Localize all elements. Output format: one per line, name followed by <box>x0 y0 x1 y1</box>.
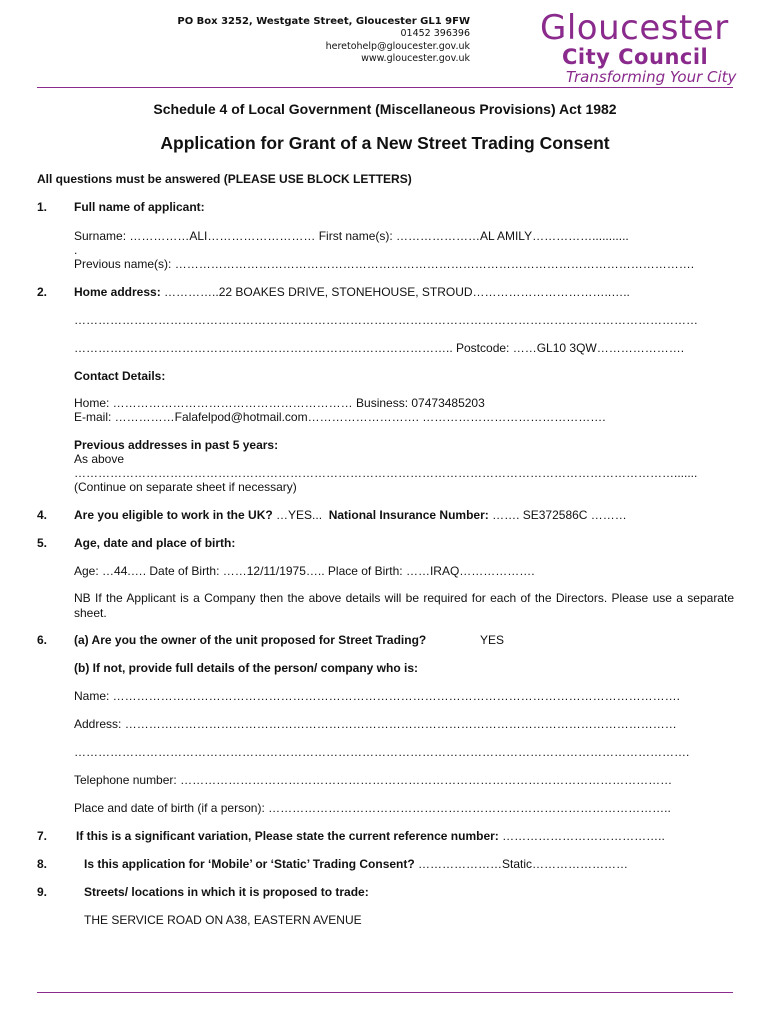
q2-number: 2. <box>37 285 48 299</box>
previous-names-field[interactable]: Previous name(s): …………………………………………………………………………………………………………………. <box>74 257 695 271</box>
owner-birth-field[interactable]: Place and date of birth (if a person): ……………………………………………………………………………………….. <box>74 801 671 815</box>
logo-wordmark: Gloucester <box>540 8 729 48</box>
eligibility-ni-field[interactable] <box>74 508 627 522</box>
owner-answer[interactable]: YES <box>480 633 505 647</box>
q9-label: Streets/ locations in which it is proposed to trade: <box>84 885 369 899</box>
contact-details-heading: Contact Details: <box>74 369 166 383</box>
consent-type-field[interactable] <box>84 857 628 871</box>
council-address-block <box>177 16 470 65</box>
schedule-heading: Schedule 4 of Local Government (Miscellaneous Provisions) Act 1982 <box>153 101 617 117</box>
age-birth-field[interactable]: Age: …44.…. Date of Birth: ……12/11/1975….. Place of Birth: ……IRAQ………………. <box>74 564 535 578</box>
trading-location-field[interactable]: THE SERVICE ROAD ON A38, EASTERN AVENUE <box>84 913 362 927</box>
eligibility-answer: …YES... <box>272 508 323 522</box>
q6-number: 6. <box>37 633 48 647</box>
q6a-label: (a) Are you the owner of the unit proposed for Street Trading? <box>74 633 427 647</box>
q6b-label: (b) If not, provide full details of the person/ company who is: <box>74 661 419 675</box>
council-website: www.gloucester.gov.uk <box>361 52 470 64</box>
ni-value: ……. SE372586C ……… <box>488 508 627 522</box>
previous-addresses-line[interactable]: ……………………………………………………………………………………………………………………………………....... <box>74 466 698 480</box>
q2-label: Home address: <box>74 285 161 299</box>
q1-label: Full name of applicant: <box>74 200 205 214</box>
logo-tagline: Transforming Your City <box>566 68 737 86</box>
consent-type-value: …………………Static…………………… <box>414 857 629 871</box>
home-business-phone-field[interactable]: Home: …………………………………………………… Business: 07473485203 <box>74 396 485 410</box>
owner-phone-field[interactable]: Telephone number: …………………………………………………………………………………………………………… <box>74 773 673 787</box>
q4-number: 4. <box>37 508 48 522</box>
q5-label: Age, date and place of birth: <box>74 536 236 550</box>
q9-number: 9. <box>37 885 48 899</box>
previous-addresses-heading: Previous addresses in past 5 years: <box>74 438 279 452</box>
owner-address-line2[interactable]: ………………………………………………………………………………………………………………………………………. <box>74 745 690 759</box>
home-address-value: …………..22 BOAKES DRIVE, STONEHOUSE, STROUD……………………………..….. <box>160 285 630 299</box>
stray-dot: . <box>74 243 78 257</box>
ni-label: National Insurance Number: <box>328 508 489 522</box>
logo-subtitle: City Council <box>562 45 709 69</box>
q1-number: 1. <box>37 200 48 214</box>
footer-divider <box>37 992 733 993</box>
phone-number: 01452 396396 <box>400 28 470 40</box>
council-email: heretohelp@gloucester.gov.uk <box>325 40 470 52</box>
instructions: All questions must be answered (PLEASE USE BLOCK LETTERS) <box>37 172 412 186</box>
home-address-field[interactable] <box>74 285 630 299</box>
header-divider <box>37 87 733 88</box>
postcode-field[interactable]: ………………………………………………………………………………….. Postcode: ……GL10 3QW…………………. <box>74 341 685 355</box>
reference-number-field[interactable] <box>76 829 665 843</box>
council-logo <box>540 10 740 86</box>
owner-address-field[interactable]: Address: ………………………………………………………………………………………………………………………… <box>74 717 677 731</box>
surname-field[interactable]: Surname: ……………ALI……………………… First name(s): …………………AL AMILY……………........... <box>74 229 629 243</box>
continue-note: (Continue on separate sheet if necessary) <box>74 480 297 494</box>
q8-label: Is this application for ‘Mobile’ or ‘Static’ Trading Consent? <box>84 857 415 871</box>
reference-number-value: ………………………………….. <box>498 829 665 843</box>
company-note: NB If the Applicant is a Company then the above details will be required for each of the Directors. Please use a separate sheet. <box>74 591 734 620</box>
q5-number: 5. <box>37 536 48 550</box>
q7-label: If this is a significant variation, Please state the current reference number: <box>76 829 499 843</box>
postal-address: PO Box 3252, Westgate Street, Gloucester GL1 9FW <box>177 16 470 27</box>
q8-number: 8. <box>37 857 48 871</box>
home-address-line2[interactable]: ………………………………………………………………………………………………………………………………………… <box>74 313 698 327</box>
page-title: Application for Grant of a New Street Trading Consent <box>160 133 610 153</box>
q7-number: 7. <box>37 829 48 843</box>
email-field[interactable]: E-mail: ……………Falafelpod@hotmail.com………………………. ………………………………………. <box>74 410 606 424</box>
q4-label: Are you eligible to work in the UK? <box>74 508 273 522</box>
previous-addresses-value[interactable]: As above <box>74 452 125 466</box>
owner-name-field[interactable]: Name: ……………………………………………………………………………………………………………………………. <box>74 689 681 703</box>
